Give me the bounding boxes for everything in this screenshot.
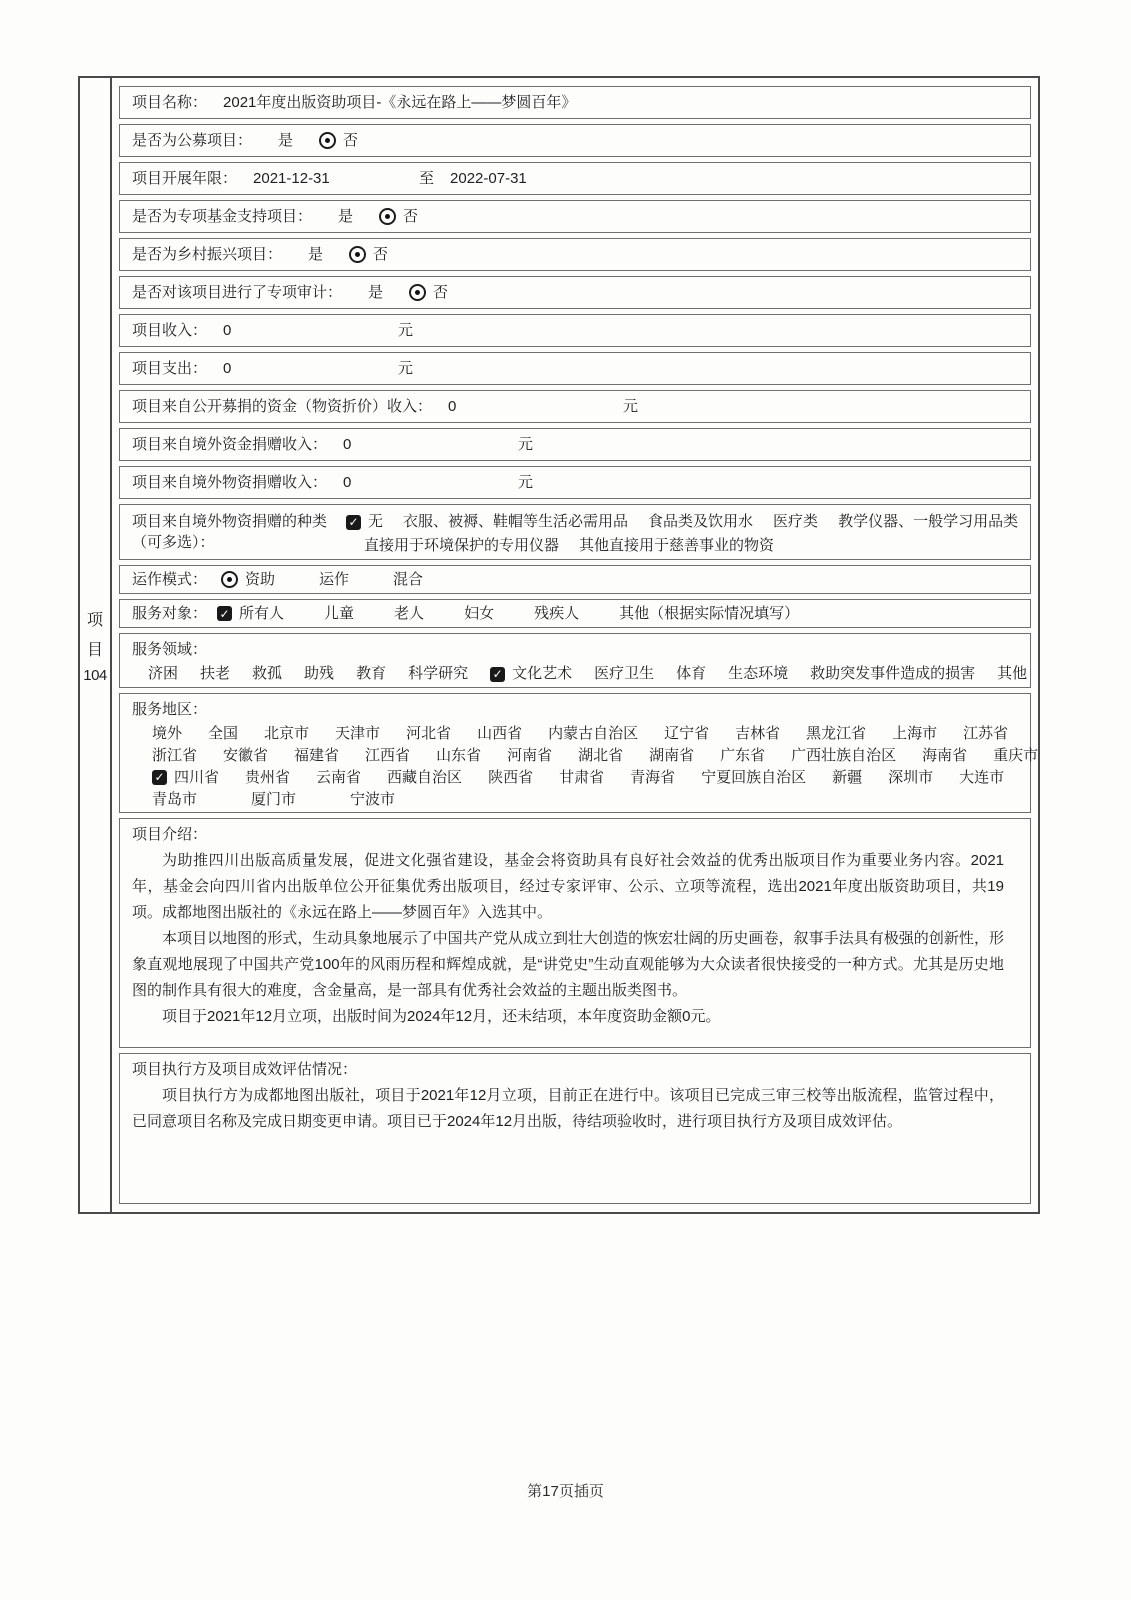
checkbox-option <box>335 724 380 743</box>
project-index-column <box>80 78 112 1212</box>
checkbox-option-label: 深圳市 <box>888 769 934 786</box>
checkbox-option <box>594 664 654 684</box>
radio-option <box>368 283 383 303</box>
paragraph: 为助推四川出版高质量发展，促进文化强省建设，基金会将资助具有良好社会效益的优秀出版项目作为重要业务内容。2021年，基金会向四川省内出版单位公开征集优秀出版项目，经过专家评审、公示、立项等流程，选出2021年度出版资助项目，共19项。成都地图出版社的《永远在路上——梦圆百年》入选其中。 <box>132 852 1004 921</box>
row-project-intro <box>119 818 1031 1048</box>
checkbox-option-label: 甘肃省 <box>559 769 605 786</box>
checkbox-option <box>490 664 572 684</box>
executor-evaluation-text <box>132 1083 1018 1135</box>
checkbox-checked-icon <box>490 667 505 682</box>
field-label: 项目来自境外资金捐赠收入： <box>132 435 328 453</box>
checkbox-option-label: 所有人 <box>239 604 285 622</box>
checkbox-option-label: 江苏省 <box>963 725 1009 742</box>
checkbox-option-label: 妇女 <box>464 604 495 622</box>
checkbox-option <box>394 604 424 624</box>
radio-group <box>221 570 423 590</box>
checkbox-option-label: 其他（根据实际情况填写） <box>619 604 800 622</box>
unit-label: 元 <box>398 359 414 377</box>
radio-group <box>308 245 388 265</box>
checkbox-option <box>364 536 559 556</box>
checkbox-option-label: 全国 <box>208 725 239 742</box>
radio-option-label: 否 <box>373 245 389 263</box>
radio-option <box>221 570 275 590</box>
period-end-date: 2022-07-31 <box>450 169 527 187</box>
row-service-area <box>119 693 1039 813</box>
checkbox-option-label: 食品类及饮用水 <box>648 513 754 530</box>
period-start-date: 2021-12-31 <box>253 169 330 187</box>
checkbox-option <box>735 724 780 743</box>
checkbox-option-label: 文化艺术 <box>512 665 573 682</box>
checkbox-option-label: 广东省 <box>720 747 766 764</box>
checkbox-option <box>403 512 628 532</box>
checkbox-option-label: 安徽省 <box>223 747 269 764</box>
service-area-line-3 <box>132 768 1018 787</box>
checkbox-option <box>579 536 774 556</box>
field-label: 服务对象： <box>132 604 208 622</box>
checkbox-option <box>356 664 386 684</box>
checkbox-option <box>892 724 937 743</box>
checkbox-option <box>619 604 799 624</box>
checkbox-option-label: 陕西省 <box>488 769 534 786</box>
checkbox-checked-icon <box>217 606 232 621</box>
checkbox-option <box>507 746 552 765</box>
checkbox-option <box>245 768 290 787</box>
field-label: 是否为专项基金支持项目： <box>132 207 313 225</box>
row-overseas-fund-income <box>119 428 1031 461</box>
checkbox-option-label: 科学研究 <box>408 665 469 682</box>
checkbox-option <box>208 724 238 743</box>
field-value: 0 <box>448 397 457 415</box>
checkbox-option <box>959 768 1004 787</box>
checkbox-option <box>477 724 522 743</box>
checkbox-option <box>676 664 706 684</box>
checkbox-option <box>406 724 451 743</box>
field-label: 项目开展年限： <box>132 169 238 187</box>
checkbox-option-label: 医疗卫生 <box>594 665 655 682</box>
checkbox-checked-icon <box>346 515 361 530</box>
radio-option <box>319 131 358 151</box>
checkbox-option-label: 广西壮族自治区 <box>791 747 897 764</box>
checkbox-option-label: 医疗类 <box>773 513 819 530</box>
radio-option-label: 是 <box>278 131 294 149</box>
field-label: 是否对该项目进行了专项审计： <box>132 283 343 301</box>
checkbox-option-label: 西藏自治区 <box>387 769 463 786</box>
field-label: 服务领域： <box>132 641 208 658</box>
checkbox-option <box>200 664 230 684</box>
checkbox-option <box>997 664 1027 684</box>
checkbox-option <box>217 604 284 624</box>
unit-label: 元 <box>623 397 639 415</box>
section-label: 项目介绍： <box>132 826 208 843</box>
checkbox-option-label: 教学仪器、一般学习用品类 <box>838 513 1019 530</box>
checkbox-option-label: 儿童 <box>324 604 355 622</box>
row-project-expense <box>119 352 1031 385</box>
radio-selected-icon <box>349 246 366 263</box>
checkbox-option-label: 其他直接用于慈善事业的物资 <box>579 537 775 554</box>
checkbox-option-label: 救助突发事件造成的损害 <box>810 665 976 682</box>
radio-option-label: 资助 <box>245 570 276 588</box>
checkbox-group <box>217 604 799 624</box>
paragraph: 本项目以地图的形式，生动具象地展示了中国共产党从成立到壮大创造的恢宏壮阔的历史画卷，叙事手法具有极强的创新性，形象直观地展现了中国共产党100年的风雨历程和辉煌成就，是“讲党史”生动直观能够为大众读者很快接受的一种方式。尤其是历史地图的制作具有很大的难度，含金量高，是一部具有优秀社会效益的主题出版类图书。 <box>132 930 1004 999</box>
checkbox-option-label: 青岛市 <box>152 791 198 808</box>
radio-option <box>308 245 323 265</box>
radio-option <box>319 570 349 590</box>
row-is-special-fund <box>119 200 1031 233</box>
field-label: 是否为公募项目： <box>132 131 253 149</box>
checkbox-option-label: 江西省 <box>365 747 411 764</box>
radio-option-label: 否 <box>433 283 449 301</box>
checkbox-option <box>649 746 694 765</box>
row-is-special-audit <box>119 276 1031 309</box>
row-project-name <box>119 86 1031 119</box>
checkbox-option <box>148 664 178 684</box>
checkbox-option <box>664 724 709 743</box>
checkbox-option-label: 山西省 <box>477 725 523 742</box>
paragraph: 项目执行方为成都地图出版社，项目于2021年12月立项，目前正在进行中。该项目已完成三审三校等出版流程，监管过程中，已同意项目名称及完成日期变更申请。项目已于2024年12月出版，待结项验收时，进行项目执行方及项目成效评估。 <box>132 1087 1004 1130</box>
period-to-label: 至 <box>419 169 435 187</box>
field-label: 项目支出： <box>132 359 208 377</box>
checkbox-option-label: 厦门市 <box>251 791 297 808</box>
checkbox-option <box>888 768 933 787</box>
field-value: 0 <box>223 359 232 377</box>
radio-selected-icon <box>409 284 426 301</box>
project-index-char-2: 目 <box>86 641 103 659</box>
radio-option-label: 混合 <box>393 570 424 588</box>
checkbox-option <box>791 746 896 765</box>
checkbox-option <box>316 768 361 787</box>
radio-selected-icon <box>319 132 336 149</box>
row-is-public-offering <box>119 124 1031 157</box>
unit-label: 元 <box>518 473 534 491</box>
checkbox-option <box>993 746 1038 765</box>
row-public-donation-income <box>119 390 1031 423</box>
field-label: 服务地区： <box>132 701 208 718</box>
field-value: 0 <box>343 473 352 491</box>
checkbox-option <box>294 746 339 765</box>
checkbox-option <box>548 724 638 743</box>
checkbox-option-label: 大连市 <box>959 769 1005 786</box>
row-overseas-material-types <box>119 504 1031 560</box>
checkbox-option <box>152 790 197 809</box>
checkbox-option <box>152 724 182 743</box>
checkbox-option-label: 湖北省 <box>578 747 624 764</box>
checkbox-option-label: 教育 <box>356 665 387 682</box>
checkbox-option <box>534 604 579 624</box>
radio-option <box>379 207 418 227</box>
checkbox-option-label: 新疆 <box>832 769 863 786</box>
checkbox-option <box>963 724 1008 743</box>
service-area-line-2 <box>132 746 1039 765</box>
checkbox-option <box>648 512 753 532</box>
field-label: 项目收入： <box>132 321 208 339</box>
field-value: 0 <box>343 435 352 453</box>
section-label: 项目执行方及项目成效评估情况： <box>132 1061 358 1078</box>
field-label: 项目来自公开募捐的资金（物资折价）收入： <box>132 397 433 415</box>
checkbox-option <box>223 746 268 765</box>
checkbox-option-label: 直接用于环境保护的专用仪器 <box>364 537 560 554</box>
form-content-column <box>112 78 1038 1212</box>
checkbox-option-label: 天津市 <box>335 725 381 742</box>
field-value: 0 <box>223 321 232 339</box>
checkbox-option-label: 北京市 <box>264 725 310 742</box>
checkbox-option-label: 辽宁省 <box>664 725 710 742</box>
checkbox-option-label: 宁波市 <box>350 791 396 808</box>
checkbox-option <box>436 746 481 765</box>
radio-option-label: 是 <box>368 283 384 301</box>
checkbox-option <box>408 664 468 684</box>
checkbox-option-label: 河南省 <box>507 747 553 764</box>
project-intro-text <box>132 848 1018 1030</box>
field-label-line2: （可多选）： <box>132 534 215 551</box>
checkbox-option-label: 老人 <box>394 604 425 622</box>
row-project-period <box>119 162 1031 195</box>
checkbox-option <box>264 724 309 743</box>
checkbox-option-line <box>346 536 1018 556</box>
row-executor-evaluation <box>119 1053 1031 1204</box>
checkbox-option <box>488 768 533 787</box>
checkbox-option-label: 境外 <box>152 725 183 742</box>
checkbox-option-label: 残疾人 <box>534 604 580 622</box>
checkbox-option-label: 河北省 <box>406 725 452 742</box>
checkbox-checked-icon <box>152 770 167 785</box>
checkbox-option <box>152 768 219 787</box>
checkbox-option <box>464 604 494 624</box>
checkbox-option-label: 福建省 <box>294 747 340 764</box>
checkbox-option <box>252 664 282 684</box>
field-label <box>132 511 346 553</box>
radio-option <box>349 245 388 265</box>
checkbox-option <box>387 768 462 787</box>
checkbox-option <box>806 724 866 743</box>
checkbox-option-line <box>132 664 1028 684</box>
checkbox-option <box>728 664 788 684</box>
checkbox-option-label: 海南省 <box>922 747 968 764</box>
checkbox-option-label: 吉林省 <box>735 725 781 742</box>
page-number-footer: 第17页插页 <box>527 1483 604 1500</box>
service-area-lines <box>132 724 1039 809</box>
unit-label: 元 <box>398 321 414 339</box>
project-index-number: 104 <box>83 666 107 684</box>
checkbox-option-label: 浙江省 <box>152 747 198 764</box>
row-is-rural-revitalization <box>119 238 1031 271</box>
checkbox-option <box>350 790 395 809</box>
radio-option-label: 否 <box>343 131 359 149</box>
checkbox-option-label: 救孤 <box>252 665 283 682</box>
checkbox-option <box>773 512 818 532</box>
checkbox-option <box>251 790 296 809</box>
row-service-field <box>119 633 1031 688</box>
checkbox-option-label: 宁夏回族自治区 <box>701 769 807 786</box>
paragraph: 项目于2021年12月立项，出版时间为2024年12月，还未结项，本年度资助金额0元。 <box>162 1008 721 1025</box>
checkbox-option-line <box>346 512 1018 532</box>
checkbox-option <box>324 604 354 624</box>
checkbox-option <box>922 746 967 765</box>
checkbox-option <box>559 768 604 787</box>
checkbox-option-label: 扶老 <box>200 665 231 682</box>
checkbox-option-label: 助残 <box>304 665 335 682</box>
checkbox-option <box>720 746 765 765</box>
radio-option <box>278 131 293 151</box>
checkbox-option-label: 其他 <box>997 665 1028 682</box>
checkbox-option-label: 山东省 <box>436 747 482 764</box>
service-area-line-4 <box>132 790 1018 809</box>
field-label-line1: 项目来自境外物资捐赠的种类 <box>132 513 328 530</box>
checkbox-option-label: 贵州省 <box>245 769 291 786</box>
checkbox-option-label: 重庆市 <box>993 747 1039 764</box>
radio-selected-icon <box>379 208 396 225</box>
radio-selected-icon <box>221 571 238 588</box>
radio-group <box>368 283 448 303</box>
field-label: 项目名称： <box>132 93 208 111</box>
checkbox-option <box>630 768 675 787</box>
checkbox-group <box>346 511 1018 556</box>
row-overseas-material-income <box>119 466 1031 499</box>
checkbox-option <box>365 746 410 765</box>
checkbox-option-label: 湖南省 <box>649 747 695 764</box>
checkbox-option <box>838 512 1018 532</box>
row-project-income <box>119 314 1031 347</box>
checkbox-option-label: 济困 <box>148 665 179 682</box>
radio-option-label: 是 <box>308 245 324 263</box>
radio-group <box>338 207 418 227</box>
checkbox-option-label: 云南省 <box>316 769 362 786</box>
checkbox-option <box>152 746 197 765</box>
checkbox-option <box>346 512 383 532</box>
radio-option <box>393 570 423 590</box>
checkbox-option-label: 青海省 <box>630 769 676 786</box>
project-form-table <box>78 76 1040 1214</box>
service-area-line-1 <box>132 724 1018 743</box>
row-operation-mode <box>119 565 1031 594</box>
checkbox-option-label: 内蒙古自治区 <box>548 725 639 742</box>
checkbox-option-label: 衣服、被褥、鞋帽等生活必需用品 <box>403 513 629 530</box>
checkbox-option <box>832 768 862 787</box>
radio-option <box>338 207 353 227</box>
checkbox-option-label: 上海市 <box>892 725 938 742</box>
checkbox-option <box>701 768 806 787</box>
checkbox-option <box>578 746 623 765</box>
field-label: 项目来自境外物资捐赠收入： <box>132 473 328 491</box>
checkbox-option <box>304 664 334 684</box>
field-label: 运作模式： <box>132 570 208 588</box>
checkbox-option-label: 黑龙江省 <box>806 725 867 742</box>
checkbox-option-label: 生态环境 <box>728 665 789 682</box>
radio-option-label: 否 <box>403 207 419 225</box>
radio-option-label: 是 <box>338 207 354 225</box>
checkbox-option <box>810 664 975 684</box>
project-index-char-1: 项 <box>86 611 103 629</box>
checkbox-option-label: 体育 <box>676 665 707 682</box>
field-value: 2021年度出版资助项目-《永远在路上——梦圆百年》 <box>223 93 577 111</box>
checkbox-option-label: 四川省 <box>174 769 220 786</box>
radio-option <box>409 283 448 303</box>
unit-label: 元 <box>518 435 534 453</box>
radio-group <box>278 131 358 151</box>
row-service-target <box>119 599 1031 628</box>
radio-option-label: 运作 <box>319 570 350 588</box>
field-label: 是否为乡村振兴项目： <box>132 245 283 263</box>
checkbox-option-label: 无 <box>368 513 384 530</box>
